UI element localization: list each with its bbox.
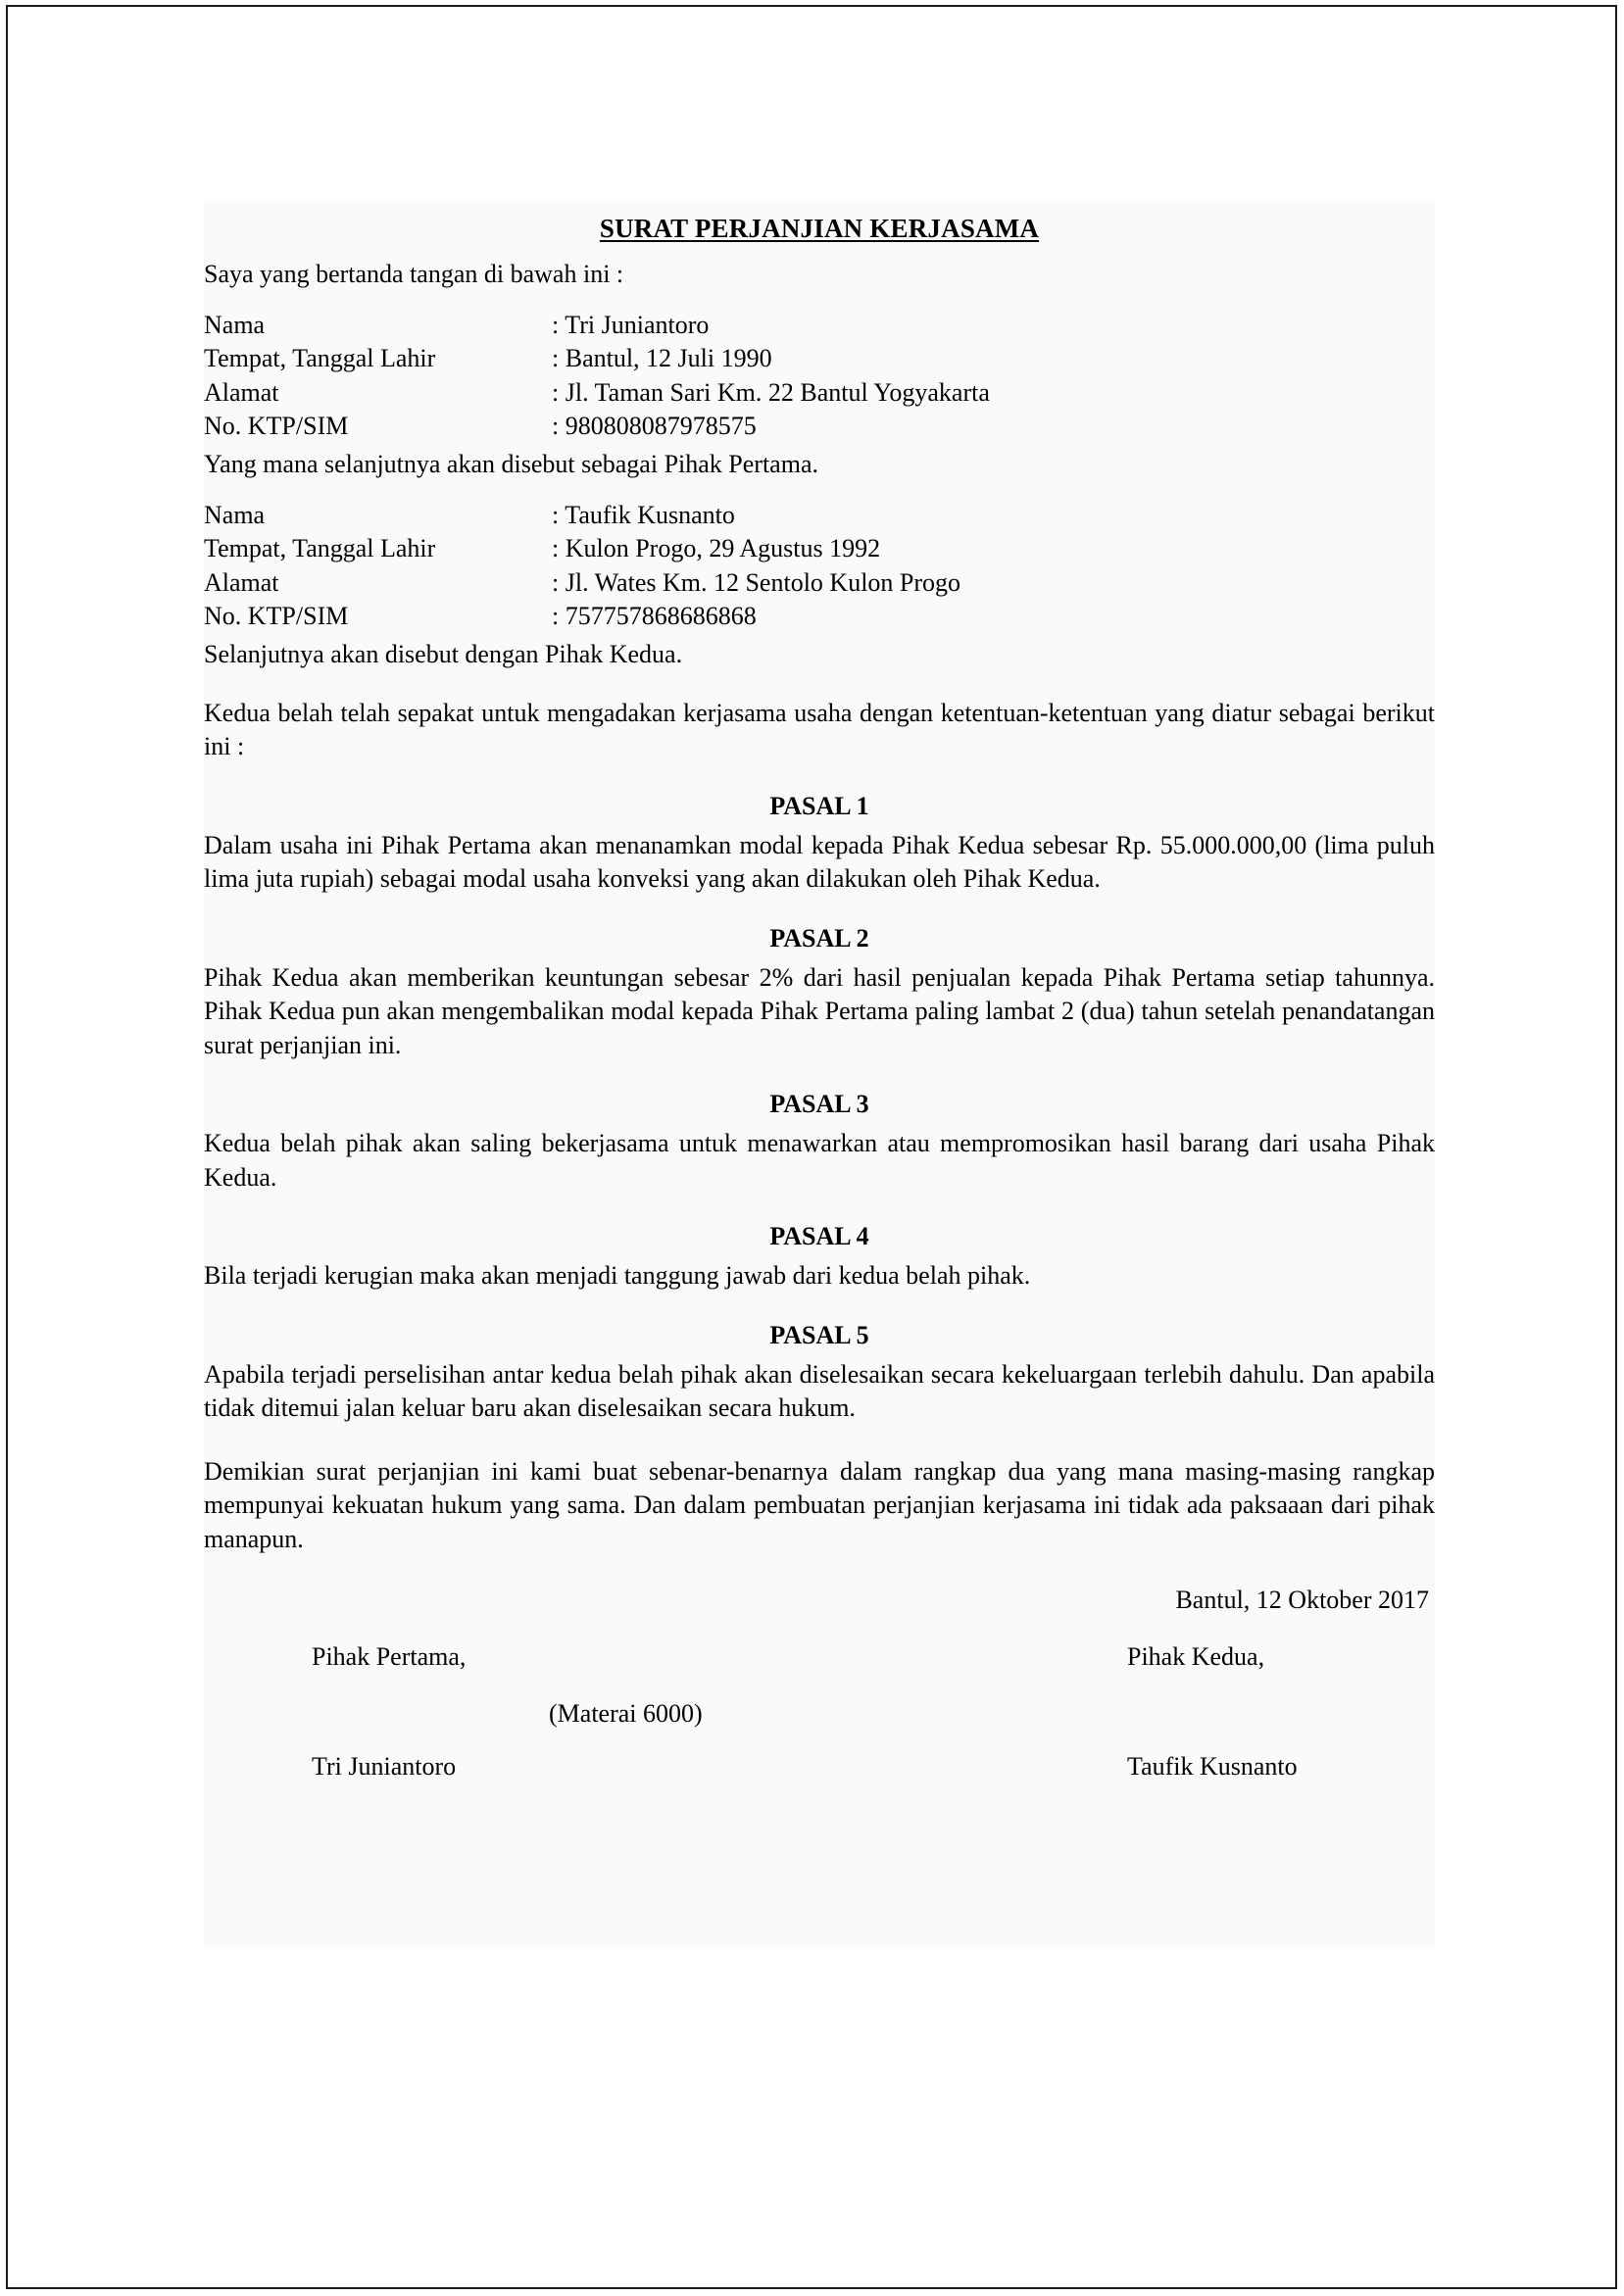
party-one-value-alamat: : Jl. Taman Sari Km. 22 Bantul Yogyakarta <box>552 377 990 407</box>
article-heading-2: PASAL 2 <box>769 923 869 953</box>
article-body-3: Kedua belah pihak akan saling bekerjasama untuk menawarkan atau mempromosikan hasil barang dari usaha Pihak Kedua. <box>204 1129 1435 1192</box>
document-title <box>204 201 1435 246</box>
signature-name-second-party: Taufik Kusnanto <box>1127 1752 1298 1782</box>
signature-name-first-party: Tri Juniantoro <box>312 1752 457 1782</box>
article-heading-1: PASAL 1 <box>769 791 869 820</box>
party-one-label-tempat-tanggal-lahir: Tempat, Tanggal Lahir <box>204 344 436 373</box>
party-two-value-no-ktp-sim: : 757757868686868 <box>552 602 757 631</box>
party-two-value-nama: : Taufik Kusnanto <box>552 500 735 529</box>
document-title-text: SURAT PERJANJIAN KERJASAMA <box>599 214 1040 243</box>
article-heading-5: PASAL 5 <box>769 1320 869 1349</box>
party-two-value-alamat: : Jl. Wates Km. 12 Sentolo Kulon Progo <box>552 567 961 597</box>
closing-paragraph: Demikian surat perjanjian ini kami buat sebenar-benarnya dalam rangkap dua yang mana masing-masing rangkap mempunyai kekuatan hukum yang sama. Dan dalam pembuatan perjanjian kerjasama ini tidak ada paksaaan dari pihak manapun. <box>204 1456 1435 1553</box>
party-one-identity-table <box>204 309 990 444</box>
article-heading-4: PASAL 4 <box>769 1222 869 1251</box>
party-one-label-nama: Nama <box>204 310 266 339</box>
place-and-date: Bantul, 12 Oktober 2017 <box>1175 1586 1429 1615</box>
party-one-value-tempat-tanggal-lahir: : Bantul, 12 Juli 1990 <box>552 344 772 373</box>
article-body-1: Dalam usaha ini Pihak Pertama akan menanamkan modal kepada Pihak Kedua sebesar Rp. 55.000.000,00 (lima puluh lima juta rupiah) sebagai modal usaha konveksi yang akan dilakukan oleh Pihak Kedua. <box>204 830 1435 894</box>
party-two-value-tempat-tanggal-lahir: : Kulon Progo, 29 Agustus 1992 <box>552 534 881 563</box>
article-body-2: Pihak Kedua akan memberikan keuntungan sebesar 2% dari hasil penjualan kepada Pihak Pertama setiap tahunnya. Pihak Kedua pun akan mengembalikan modal kepada Pihak Pertama paling lambat 2 (dua) tahun setelah penandatangan surat perjanjian ini. <box>204 962 1435 1059</box>
article-body-4: Bila terjadi kerugian maka akan menjadi tanggung jawab dari kedua belah pihak. <box>204 1261 1031 1291</box>
table-row <box>204 532 960 566</box>
signature-block <box>204 1640 1435 1787</box>
party-two-identity-table <box>204 499 960 634</box>
party-one-value-nama: : Tri Juniantoro <box>552 310 710 339</box>
table-row <box>204 566 960 601</box>
lead-statement: Saya yang bertanda tangan di bawah ini : <box>204 259 624 288</box>
stamp-duty-note: (Materai 6000) <box>549 1699 703 1729</box>
table-row <box>204 342 990 376</box>
signature-label-second-party: Pihak Kedua, <box>1127 1642 1265 1672</box>
article-heading-3: PASAL 3 <box>769 1090 869 1119</box>
party-two-footer: Selanjutnya akan disebut dengan Pihak Kedua. <box>204 639 683 668</box>
table-row <box>204 376 990 411</box>
party-one-footer: Yang mana selanjutnya akan disebut sebagai Pihak Pertama. <box>204 449 818 478</box>
document-content <box>204 201 1435 1945</box>
article-body-5: Apabila terjadi perselisihan antar kedua belah pihak akan diselesaikan secara kekeluargaan terlebih dahulu. Dan apabila tidak ditemui jalan keluar baru akan diselesaikan secara hukum. <box>204 1359 1435 1423</box>
signature-label-first-party: Pihak Pertama, <box>312 1642 467 1672</box>
party-two-label-alamat: Alamat <box>204 567 279 597</box>
party-one-label-no-ktp-sim: No. KTP/SIM <box>204 412 349 441</box>
table-row <box>204 309 990 343</box>
party-two-label-tempat-tanggal-lahir: Tempat, Tanggal Lahir <box>204 534 436 563</box>
table-row <box>204 600 960 634</box>
party-two-label-nama: Nama <box>204 500 266 529</box>
table-row <box>204 410 990 444</box>
party-two-label-no-ktp-sim: No. KTP/SIM <box>204 602 349 631</box>
party-one-label-alamat: Alamat <box>204 377 279 407</box>
agreement-intro: Kedua belah telah sepakat untuk mengadakan kerjasama usaha dengan ketentuan-ketentuan yang diatur sebagai berikut ini : <box>204 698 1435 761</box>
party-one-value-no-ktp-sim: : 980808087978575 <box>552 412 757 441</box>
page-border <box>6 5 1617 2289</box>
table-row <box>204 499 960 533</box>
